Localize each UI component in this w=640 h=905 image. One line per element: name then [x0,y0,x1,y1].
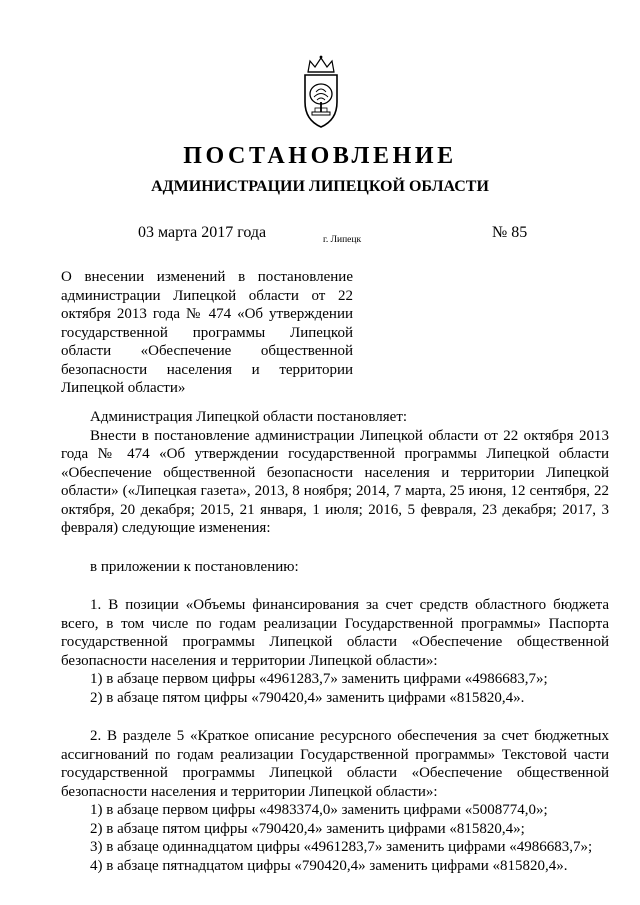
main-paragraph: Внести в постановление администрации Липецкой области от 22 октября 2013 года № 474 «Об утверждении государственной программы Липецкой области «Обеспечение общественной безопасности населения и территории Липецкой области» («Липецкая газета», 2013, 8 ноября; 2014, 7 марта, 25 июня, 12 сентября, 22 октября, 20 декабря; 2015, 21 января, 1 июля; 2016, 5 февраля, 23 декабря; 2017, 3 февраля) следующие изменения: [61,427,609,536]
issuer-subtitle: АДМИНИСТРАЦИИ ЛИПЕЦКОЙ ОБЛАСТИ [151,178,489,195]
document-subject: О внесении изменений в постановление администрации Липецкой области от 22 октября 2013 года № 474 «Об утверждении государственной программы Липецкой области «Обеспечение общественной безопасности населения и территории Липецкой области» [61,269,353,396]
item-1-paragraph: 1. В позиции «Объемы финансирования за счет средств областного бюджета всего, в том числе по годам реализации Государственной программы» Паспорта государственной программы Липецкой области «Обеспечение общественной безопасности населения и территории Липецкой области»: [61,597,609,669]
item-2-sub: 3) в абзаце одиннадцатом цифры «4961283,7» заменить цифрами «4986683,7»; [90,839,593,855]
document-date: 03 марта 2017 года [138,224,267,241]
item-2-sub: 1) в абзаце первом цифры «4983374,0» заменить цифрами «5008774,0»; [90,802,548,818]
document-number: № 85 [492,224,528,241]
item-2-sub: 4) в абзаце пятнадцатом цифры «790420,4» заменить цифрами «815820,4». [90,857,568,874]
item-2-paragraph: 2. В разделе 5 «Краткое описание ресурсного обеспечения за счет бюджетных ассигнований по годам реализации Государственной программы» Текстовой части государственной программы Липецкой области «Обеспечение общественной безопасности населения и территории Липецкой области»: [61,728,609,800]
annex-paragraph: в приложении к постановлению: [90,558,299,575]
item-1-sub: 1) в абзаце первом цифры «4961283,7» заменить цифрами «4986683,7»; [90,671,548,687]
document-city: г. Липецк [323,235,362,245]
item-1-sub: 2) в абзаце пятом цифры «790420,4» заменить цифрами «815820,4». [90,689,525,706]
coat-of-arms-emblem [296,52,346,132]
intro-paragraph: Администрация Липецкой области постановляет: [90,409,408,425]
document-title: ПОСТАНОВЛЕНИЕ [183,143,457,169]
document-body [61,408,609,875]
item-2-sub: 2) в абзаце пятом цифры «790420,4» заменить цифрами «815820,4»; [90,820,525,837]
